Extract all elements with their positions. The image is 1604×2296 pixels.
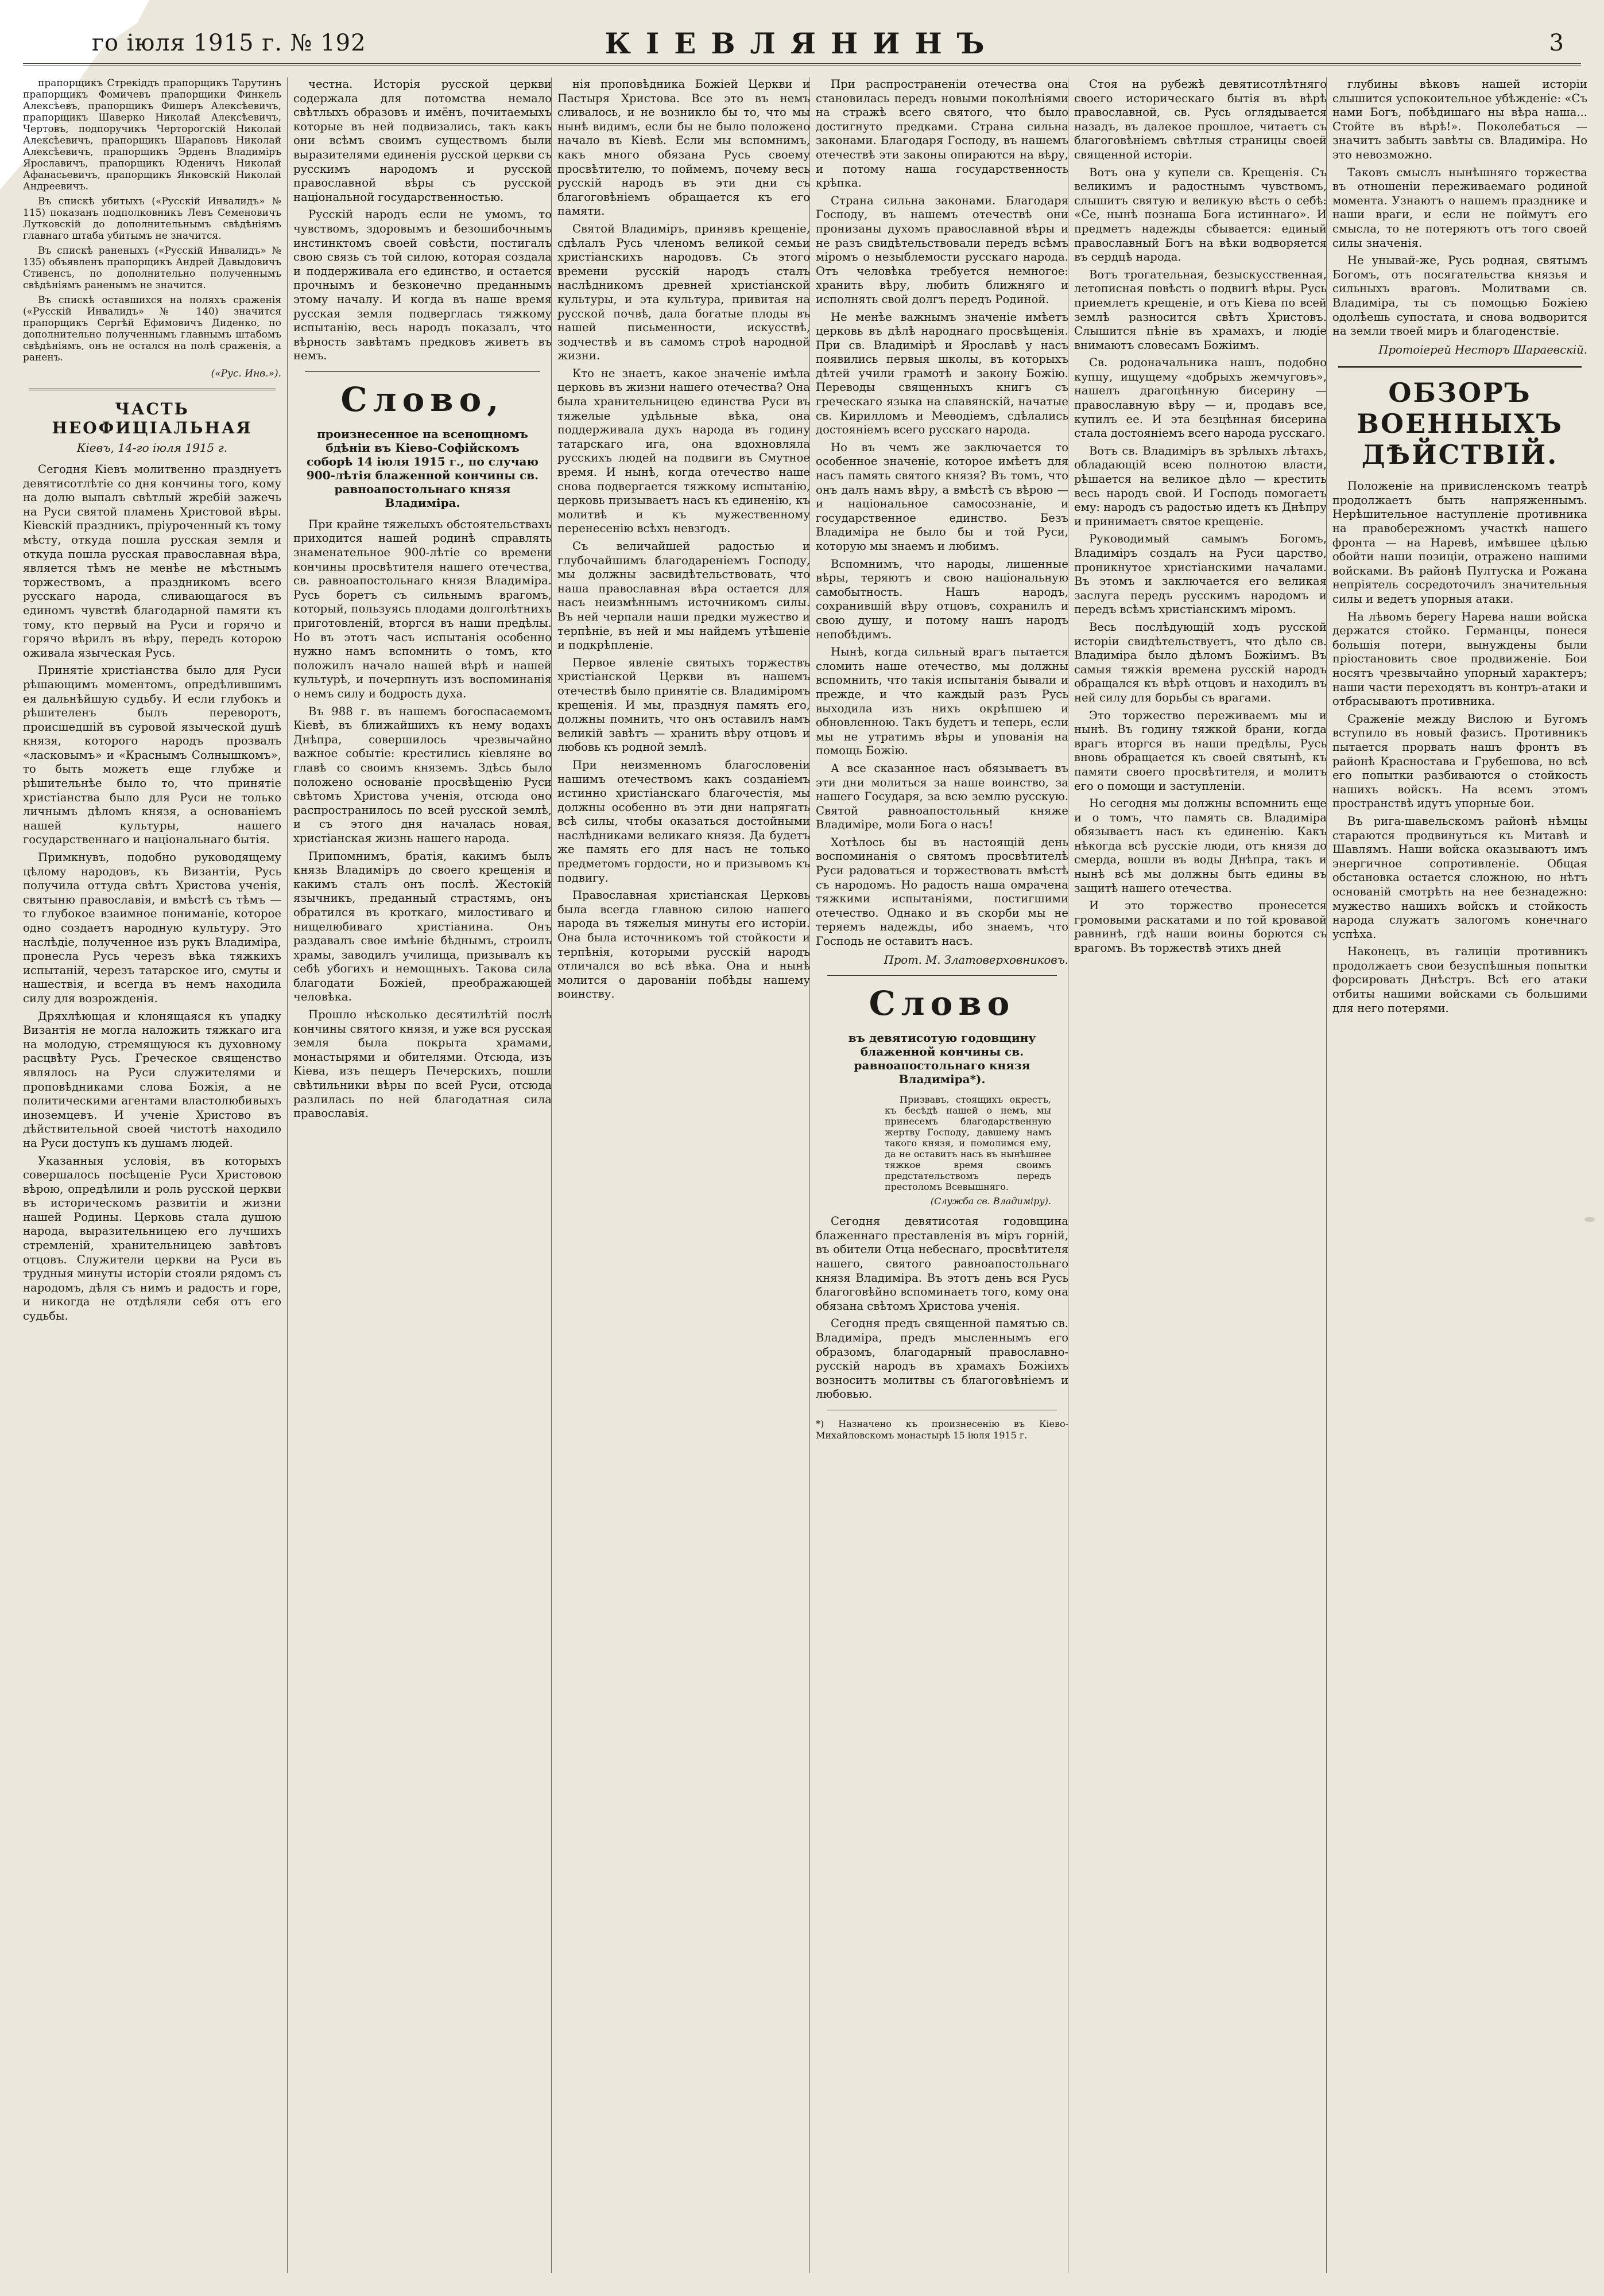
paragraph: Русскій народъ если не умомъ, то чувствомъ, здоровымъ и безошибочнымъ инстинктомъ своей совѣсти, постигалъ свою связь съ той силою, которая создала и поддерживала его единство, и остается прочнымъ и безконечно преданнымъ этому началу. И когда въ наше время русская земля подверглась тяжкому испытанію, весь народъ показалъ, что вѣрность завѣтамъ предковъ живетъ въ немъ.	[293, 208, 552, 363]
column-6	[1326, 77, 1587, 2273]
masthead	[23, 23, 1581, 65]
paragraph: Святой Владиміръ, принявъ крещеніе, сдѣлалъ Русь членомъ великой семьи христіанскихъ народовъ. Съ этого времени русскій народъ сталъ наслѣдникомъ древней христіанской культуры, и эта культура, привитая на русской почвѣ, дала богатые плоды въ нашей письменности, искусствѣ, зодчествѣ и въ самомъ строѣ народной жизни.	[557, 222, 810, 363]
paragraph: При крайне тяжелыхъ обстоятельствахъ приходится нашей родинѣ справлять знаменательное 900-лѣтіе со времени кончины просвѣтителя нашего отечества, св. равноапостольнаго князя Владиміра. Русь боретъ съ сильнымъ врагомъ, который, пользуясь плодами долголѣтнихъ приготовленій, вторгся въ наши предѣлы. Но въ этотъ часъ испытанія особенно нужно намъ вспомнить о томъ, кто положилъ начало нашей вѣрѣ и нашей культурѣ, и почерпнуть изъ воспоминанія о немъ силу и бодрость духа.	[293, 517, 552, 700]
paragraph: Не унывай-же, Русь родная, святымъ Богомъ, отъ посягательства князья и сильныхъ враговъ. Молитвами св. Владиміра, ты съ помощью Божіею одолѣешь супостата, и снова водворится на земли твоей миръ и благоденствіе.	[1332, 254, 1587, 338]
paragraph: При неизменномъ благословеніи нашимъ отечествомъ какъ созданіемъ истинно христіанскаго благочестія, мы должны особенно въ эти дни напрягать всѣ силы, чтобы оказаться достойными наслѣдниками великаго князя. Да будетъ же память его для насъ не только предметомъ гордости, но и призывомъ къ подвигу.	[557, 758, 810, 885]
divider	[29, 389, 276, 390]
casualty-list: прапорщикъ Стрекіддъ прапорщикъ Тарутинъ прапорщикъ Фомичевъ прапорщики Финкель Алексѣевъ, прапорщикъ Фишеръ Алексѣевичъ, прапорщикъ Шаверко Николай Алексѣевичъ, Чертовъ, подпоручикъ Черторогскій Николай Алексѣевичъ, прапорщикъ Шараповъ Николай Алексѣевичъ, прапорщикъ Эрденъ Владиміръ Ярославичъ, прапорщикъ Юденичъ Николай Афанасьевичъ, прапорщикъ Янковскій Николай Андреевичъ.	[23, 77, 281, 192]
sermon-title: Слово,	[340, 379, 505, 419]
paragraph: Сегодня предъ священной памятью св. Владиміра, предъ мысленнымъ его образомъ, благодарный православно-русскій народъ въ храмахъ Божіихъ возноситъ молитвы съ благоговѣніемъ и любовью.	[816, 1317, 1068, 1401]
correction-2: Въ спискѣ раненыхъ («Русскій Инвалидъ» № 135) объявленъ прапорщикъ Андрей Давыдовичъ Стивенсъ, по дополнительно полученнымъ свѣдѣніямъ раненымъ не значится.	[23, 245, 281, 291]
paragraph: На лѣвомъ берегу Нарева наши войска держатся стойко. Германцы, понеся большія потери, вынуждены были пріостановить свое продвиженіе. Бои носятъ чрезвычайно упорный характеръ; наши части переходятъ въ контръ-атаки и отбрасываютъ противника.	[1332, 610, 1587, 708]
paragraph: Но сегодня мы должны вспомнить еще и о томъ, что память св. Владиміра обязываетъ насъ къ единенію. Какъ нѣкогда всѣ русскіе люди, отъ князя до смерда, вошли въ воды Днѣпра, такъ и нынѣ всѣ мы должны быть едины въ защитѣ нашего отечества.	[1074, 797, 1327, 895]
paragraph: Вотъ она у купели св. Крещенія. Съ великимъ и радостнымъ чувствомъ, слышитъ святую и великую вѣсть о себѣ: «Се, нынѣ познаша Бога истиннаго». И предметъ надежды сбывается: единый православный Богъ на вѣки водворяется въ сердцѣ народа.	[1074, 165, 1327, 264]
paragraph: Вспомнимъ, что народы, лишенные вѣры, теряютъ и свою національную самобытность. Нашъ народъ, сохранившій вѣру отцовъ, сохранилъ и свою душу, и потому нашъ народъ непобѣдимъ.	[816, 557, 1068, 641]
paragraph: Сраженіе между Вислою и Бугомъ вступило въ новый фазисъ. Противникъ пытается прорвать нашъ фронтъ въ районѣ Красностава и Грубешова, но всѣ его попытки разбиваются о стойкость нашихъ войскъ. На всемъ этомъ пространствѣ идутъ упорные бои.	[1332, 712, 1587, 810]
author-signature: Протоіерей Несторъ Шараевскій.	[1378, 343, 1587, 356]
paragraph: Указанныя условія, въ которыхъ совершалось посѣщеніе Руси Христовою вѣрою, опредѣлили и роль русской церкви въ историческомъ развитіи и жизни нашей Родины. Церковь стала душою народа, выразительницею его лучшихъ стремленій, хранительницею завѣтовъ отцовъ. Служители церкви на Руси въ трудныя минуты исторіи стояли рядомъ съ народомъ, дѣля съ нимъ и радость и горе, и никогда не отдѣляли себя отъ его судьбы.	[23, 1154, 281, 1323]
paragraph: Сегодня Кіевъ молитвенно празднуетъ девятисотлѣтіе со дня кончины того, кому на долю выпалъ свѣтлый жребій зажечь на Руси святой пламень Христовой вѣры. Кіевскій праздникъ, пріуроченный къ тому мѣсту, откуда пошла русская земля и откуда пошла русская православная вѣра, является тѣмъ не менѣе не мѣстнымъ торжествомъ, а праздникомъ всего русскаго народа, сливающагося въ единомъ чувствѣ благодарной памяти къ тому, кто первый на Руси и горячо и горячо вѣрилъ въ вѣру, передъ которою оживала языческая Русь.	[23, 463, 281, 660]
column-2	[287, 77, 552, 2273]
sermon-subtitle: произнесенное на всенощномъ бдѣніи въ Кіево-Софійскомъ соборѣ 14 іюля 1915 г., по случаю 900-лѣтія блаженной кончины св. равноапостольнаго князя Владиміра.	[306, 426, 539, 510]
paragraph: Хотѣлось бы въ настоящій день воспоминанія о святомъ просвѣтителѣ Руси радоваться и торжествовать вмѣстѣ съ народомъ. Но радость наша омрачена тяжкими испытаніями, постигшими отечество. Однако и въ скорби мы не теряемъ надежды, ибо знаемъ, что Господь не оставитъ насъ.	[816, 835, 1068, 948]
sermon-subtitle: въ девятисотую годовщину блаженной кончины св. равноапостольнаго князя Владиміра*).	[848, 1031, 1036, 1087]
paragraph: Съ величайшей радостью и глубочайшимъ благодареніемъ Господу, мы должны засвидѣтельствовать, что наша православная вѣра остается для насъ неизмѣннымъ источникомъ силы. Въ ней черпали наши предки мужество и терпѣніе, въ ней и мы найдемъ утѣшеніе и подкрѣпленіе.	[557, 540, 810, 652]
author-signature: Прот. М. Златоверховниковъ.	[884, 953, 1068, 967]
paragraph: Припомнимъ, братія, какимъ былъ князь Владиміръ до своего крещенія и какимъ сталъ онъ послѣ. Жестокій язычникъ, преданный страстямъ, онъ обратился въ кроткаго, милостиваго и нищелюбиваго христіанина. Онъ раздавалъ свое имѣніе бѣднымъ, строилъ храмы, заводилъ училища, призывалъ къ себѣ убогихъ и немощныхъ. Такова сила благодати Божіей, преображающей человѣка.	[293, 849, 552, 1004]
paragraph: Прошло нѣсколько десятилѣтій послѣ кончины святого князя, и уже вся русская земля была покрыта храмами, монастырями и обителями. Отсюда, изъ Кіева, изъ пещеръ Печерскихъ, пошли свѣтильники вѣры по всей Руси, отсюда разлилась по ней благодатная сила православія.	[293, 1008, 552, 1120]
column-4	[809, 77, 1068, 2273]
paragraph: Православная христіанская Церковь была всегда главною силою нашего народа въ тяжелыя минуты его исторіи. Она была источникомъ той стойкости и терпѣнія, которыми русскій народъ отличался во всѣ вѣка. Она и нынѣ молится о дарованіи побѣды нашему воинству.	[557, 889, 810, 1001]
epigraph	[885, 1094, 1051, 1207]
paragraph: И это торжество пронесется громовыми раскатами и по той кровавой равнинѣ, гдѣ наши воины борются съ врагомъ. Въ торжествѣ этихъ дней	[1074, 899, 1327, 955]
paragraph: нія проповѣдника Божіей Церкви и Пастыря Христова. Все это въ немъ сливалось, и не возникло бы то, что мы нынѣ видимъ, если бы не было положено начало въ Кіевѣ. Если мы вспомнимъ, какъ много обязана Русь своему просвѣтителю, то поймемъ, почему весь русскій народъ въ эти дни съ благоговѣніемъ обращается къ его памяти.	[557, 77, 810, 218]
epigraph-text: Призвавъ, стоящихъ окрестъ, къ бесѣдѣ нашей о немъ, мы принесемъ благодарственную жертву Господу, давшему намъ такого князя, и помолимся ему, да не оставитъ насъ въ нынѣшнее тяжкое время своимъ предстательствомъ передъ престоломъ Всевышняго.	[885, 1094, 1051, 1193]
paragraph: Вотъ св. Владиміръ въ зрѣлыхъ лѣтахъ, обладающій всею полнотою власти, рѣшается на великое дѣло — крестить весь народъ свой. И Господь помогаетъ ему: народъ съ радостью идетъ къ Днѣпру и принимаетъ святое крещеніе.	[1074, 444, 1327, 528]
divider	[1338, 366, 1582, 368]
paragraph: Руководимый самымъ Богомъ, Владиміръ создалъ на Руси царство, проникнутое христіанскими началами. Въ этомъ и заключается его великая заслуга передъ русскимъ народомъ и передъ всѣмъ христіанскимъ міромъ.	[1074, 532, 1327, 616]
paragraph: Страна сильна законами. Благодаря Господу, въ нашемъ отечествѣ они пронизаны духомъ православной вѣры и не разъ свидѣтельствовали передъ всѣмъ міромъ о незыблемости русскаго народа. Отъ человѣка требуется немногое: хранить вѣру, любить ближняго и исполнять свой долгъ передъ Родиной.	[816, 193, 1068, 306]
paragraph: Стоя на рубежѣ девятисотлѣтняго своего историческаго бытія въ вѣрѣ православной, св. Русь оглядывается назадъ, въ далекое прошлое, читаетъ съ благоговѣніемъ свѣтлыя страницы своей священной исторіи.	[1074, 77, 1327, 161]
paragraph: Первое явленіе святыхъ торжествъ христіанской Церкви въ нашемъ отечествѣ было принятіе св. Владиміромъ крещенія. И мы, празднуя память его, должны помнить, что онъ оставилъ намъ великій завѣтъ — хранить вѣру отцовъ и любовь къ родной землѣ.	[557, 656, 810, 754]
paragraph: глубины вѣковъ нашей исторіи слышится успокоительное убѣжденіе: «Съ нами Богъ, побѣдишаго ны вѣра наша... Стойте въ вѣрѣ!». Поколебаться — значитъ забыть завѣты св. Владиміра. Но это невозможно.	[1332, 77, 1587, 161]
paragraph: Принятіе христіанства было для Руси рѣшающимъ моментомъ, опредѣлившимъ ея дальнѣйшую судьбу. И если глубокъ и рѣшителенъ былъ переворотъ, происшедшій въ суровой языческой душѣ князя, которого народъ прозвалъ «ласковымъ» и «Краснымъ Солнышкомъ», то быть можетъ еще глубже и рѣшительнѣе было то, что принятіе христіанства было для Руси не только личнымъ дѣломъ князя, а основаніемъ нашей культуры, нашего государственнаго и національнаго бытія.	[23, 664, 281, 847]
paragraph: Таковъ смыслъ нынѣшняго торжества въ отношеніи переживаемаго родиной момента. Узнаютъ о нашемъ празднике и наши враги, и если не поймутъ его смысла, то не потеряютъ отъ того своей силы значенія.	[1332, 165, 1587, 250]
paragraph: Примкнувъ, подобно руководящему цѣлому народовъ, къ Византіи, Русь получила оттуда свѣтъ Христова ученія, святыню православія, и вмѣстѣ съ тѣмъ — то глубокое взаимное пониманіе, которое одно создаетъ народную культуру. Это наслѣдіе, полученное изъ рукъ Владиміра, пронесла Русь черезъ вѣка тяжкихъ испытаній, черезъ татарское иго, смуты и нашествія, и всегда въ немъ находила силу для возрожденія.	[23, 851, 281, 1005]
paragraph: Вотъ трогательная, безыскусственная, летописная повѣсть о подвигѣ вѣры. Русь приемлетъ крещеніе, и отъ Кіева по всей землѣ разносится свѣтъ Христовъ. Слышится пѣніе въ храмахъ, и людіе внимаютъ словесамъ Божіимъ.	[1074, 267, 1327, 352]
correction-3: Въ спискѣ оставшихся на поляхъ сраженія («Русскій Инвалидъ» № 140) значится прапорщикъ Сергѣй Ефимовичъ Диденко, по дополнительно полученнымъ главнымъ штабомъ свѣдѣніямъ, онъ не остался на полѣ сраженія, а раненъ.	[23, 294, 281, 363]
divider	[827, 975, 1057, 976]
issue-date: го іюля 1915 г. № 192	[92, 30, 366, 56]
paragraph: А все сказанное насъ обязываетъ въ эти дни молиться за наше воинство, за нашего Государя, за всю землю русскую. Святой равноапостольный княже Владиміре, моли Бога о насъ!	[816, 761, 1068, 832]
paragraph: Въ рига-шавельскомъ районѣ нѣмцы стараются продвинуться къ Митавѣ и Шавлямъ. Наши войска оказываютъ имъ энергичное сопротивленіе. Общая обстановка остается сложною, но нѣтъ основаній смотрѣть на нее безнадежно: мужество нашихъ войскъ и стойкость народа служатъ залогомъ конечнаго успѣха.	[1332, 814, 1587, 941]
column-1	[23, 77, 281, 2273]
paragraph: Сегодня девятисотая годовщина блаженнаго преставленія въ міръ горній, въ обители Отца небеснаго, просвѣтителя нашего, святого равноапостольнаго князя Владиміра. Въ этотъ день вся Русь благоговѣйно вспоминаетъ того, кому она обязана свѣтомъ Христова ученія.	[816, 1215, 1068, 1313]
paragraph: Наконецъ, въ галиціи противникъ продолжаетъ свои безуспѣшныя попытки форсировать Днѣстръ. Всѣ его атаки отбиты нашими войсками съ большими для него потерями.	[1332, 945, 1587, 1015]
section-heading: ЧАСТЬ НЕОФИЦІАЛЬНАЯ	[52, 400, 253, 437]
paragraph: Весь послѣдующій ходъ русской исторіи свидѣтельствуетъ, что дѣло св. Владиміра было дѣломъ Божіимъ. Въ самыя тяжкія времена русскій народъ обращался къ вѣрѣ отцовъ и находилъ въ ней силу для борьбы съ врагами.	[1074, 620, 1327, 704]
dateline: Кіевъ, 14-го іюля 1915 г.	[76, 441, 228, 455]
column-5	[1068, 77, 1327, 2273]
paragraph: Дряхлѣющая и клонящаяся къ упадку Византія не могла наложить тяжкаго ига на молодую, стремящуюся къ духовному расцвѣту Русь. Греческое священство являлось на Руси служителями и проповѣдниками слова Божія, а не политическими агентами властолюбивыхъ иноземцевъ. И ученіе Христово въ дѣйствительной своей чистотѣ находило на Руси доступъ къ душамъ людей.	[23, 1009, 281, 1150]
paragraph: Положеніе на привисленскомъ театрѣ продолжаетъ быть напряженнымъ. Нерѣшительное наступленіе противника на правобережномъ участкѣ нашего фронта — на Наревѣ, имѣвшее цѣлью обойти наши позиціи, отражено нашими войсками. Въ районѣ Пултуска и Рожана непріятель сосредоточилъ значительныя силы и ведетъ упорныя атаки.	[1332, 479, 1587, 606]
paragraph: При распространеніи отечества она становилась передъ новыми поколѣніями на стражѣ всего святого, что было достигнуто предками. Страна сильна законами. Благодаря Господу, въ нашемъ отечествѣ эти законы опираются на вѣру, и потому наша государственность крѣпка.	[816, 77, 1068, 190]
source-note: («Рус. Инв.»).	[211, 368, 281, 379]
paragraph: Это торжество переживаемъ мы и нынѣ. Въ годину тяжкой брани, когда врагъ вторгся въ наши предѣлы, Русь вновь обращается къ своей святынѣ, къ памяти своего просвѣтителя, и молитъ его о помощи и заступленіи.	[1074, 708, 1327, 793]
paragraph: Но въ чемъ же заключается то особенное значеніе, которое имѣетъ для насъ память святого князя? Въ томъ, что онъ далъ намъ вѣру, а вмѣстѣ съ вѣрою — и національное самосознаніе, и государственное единство. Безъ Владиміра не было бы и той Руси, которую мы знаемъ и любимъ.	[816, 440, 1068, 553]
epigraph-source: (Служба св. Владиміру).	[930, 1196, 1051, 1207]
page-number: 3	[1549, 30, 1564, 56]
sermon-title: Слово	[869, 984, 1016, 1023]
column-3	[551, 77, 810, 2273]
newspaper-title: КІЕВЛЯНИНЪ	[605, 26, 999, 60]
paragraph: Въ 988 г. въ нашемъ богоспасаемомъ Кіевѣ, въ ближайшихъ къ нему водахъ Днѣпра, совершилось чрезвычайно важное событіе: крестились кіевляне во главѣ со своимъ княземъ. Здѣсь было положено основаніе просвѣщенію Руси свѣтомъ Христова ученія, отсюда оно распространилось по всей русской землѣ, и съ этого дня началась новая, христіанская жизнь нашего народа.	[293, 704, 552, 845]
correction-1: Въ спискѣ убитыхъ («Русскій Инвалидъ» № 115) показанъ подполковникъ Левъ Семеновичъ Лутковскій до дополнительнымъ свѣдѣніямъ главнаго штаба убитымъ не значится.	[23, 196, 281, 242]
paragraph: Нынѣ, когда сильный врагъ пытается сломить наше отечество, мы должны вспомнить, что такія испытанія бывали и прежде, и что каждый разъ Русь выходила изъ нихъ окрѣпшею и обновленною. Такъ будетъ и теперь, если мы не утратимъ вѣры и упованія на помощь Божію.	[816, 645, 1068, 758]
divider	[305, 371, 540, 372]
paragraph: честна. Исторія русской церкви содержала для потомства немало свѣтлыхъ образовъ и имёнъ, почитаемыхъ которые въ ней подвизались, такъ какъ они всѣмъ своимъ существомъ были выразителями единенія русской церкви съ русскимъ народомъ и русской православной вѣры съ русской національной государственностью.	[293, 77, 552, 204]
paragraph: Кто не знаетъ, какое значеніе имѣла церковь въ жизни нашего отечества? Она была хранительницею единства Руси въ тяжелые удѣльные вѣка, она поддерживала духъ народа въ годину татарскаго ига, она вдохновляла русскихъ людей на подвиги въ Смутное время. И нынѣ, когда отечество наше снова подвергается тяжкому испытанію, церковь призываетъ насъ къ единенію, къ молитвѣ и къ мужественному перенесенію всѣхъ невзгодъ.	[557, 366, 810, 536]
footnote: *) Назначено къ произнесенію въ Кіево-Михайловскомъ монастырѣ 15 іюля 1915 г.	[816, 1418, 1068, 1441]
war-review-title: ОБЗОРЪ ВОЕННЫХЪ ДѢЙСТВІЙ.	[1357, 377, 1563, 471]
paragraph: Не менѣе важнымъ значеніе имѣетъ церковь въ дѣлѣ народнаго просвѣщенія. При св. Владимірѣ и Ярославѣ у насъ появились первыя школы, въ которыхъ дѣтей учили грамотѣ и закону Божію. Переводы священныхъ книгъ съ греческаго языка на славянскій, начатые св. Кирилломъ и Меѳодіемъ, сдѣлались достояніемъ всего русскаго народа.	[816, 310, 1068, 437]
paragraph: Св. родоначальника нашъ, подобно купцу, ищущему «добрыхъ жемчуговъ», нашелъ драгоцѣнную бисерину — православную вѣру — и, продавъ все, купилъ ее. И эта безцѣнная бисерина стала достояніемъ всего народа русскаго.	[1074, 356, 1327, 440]
